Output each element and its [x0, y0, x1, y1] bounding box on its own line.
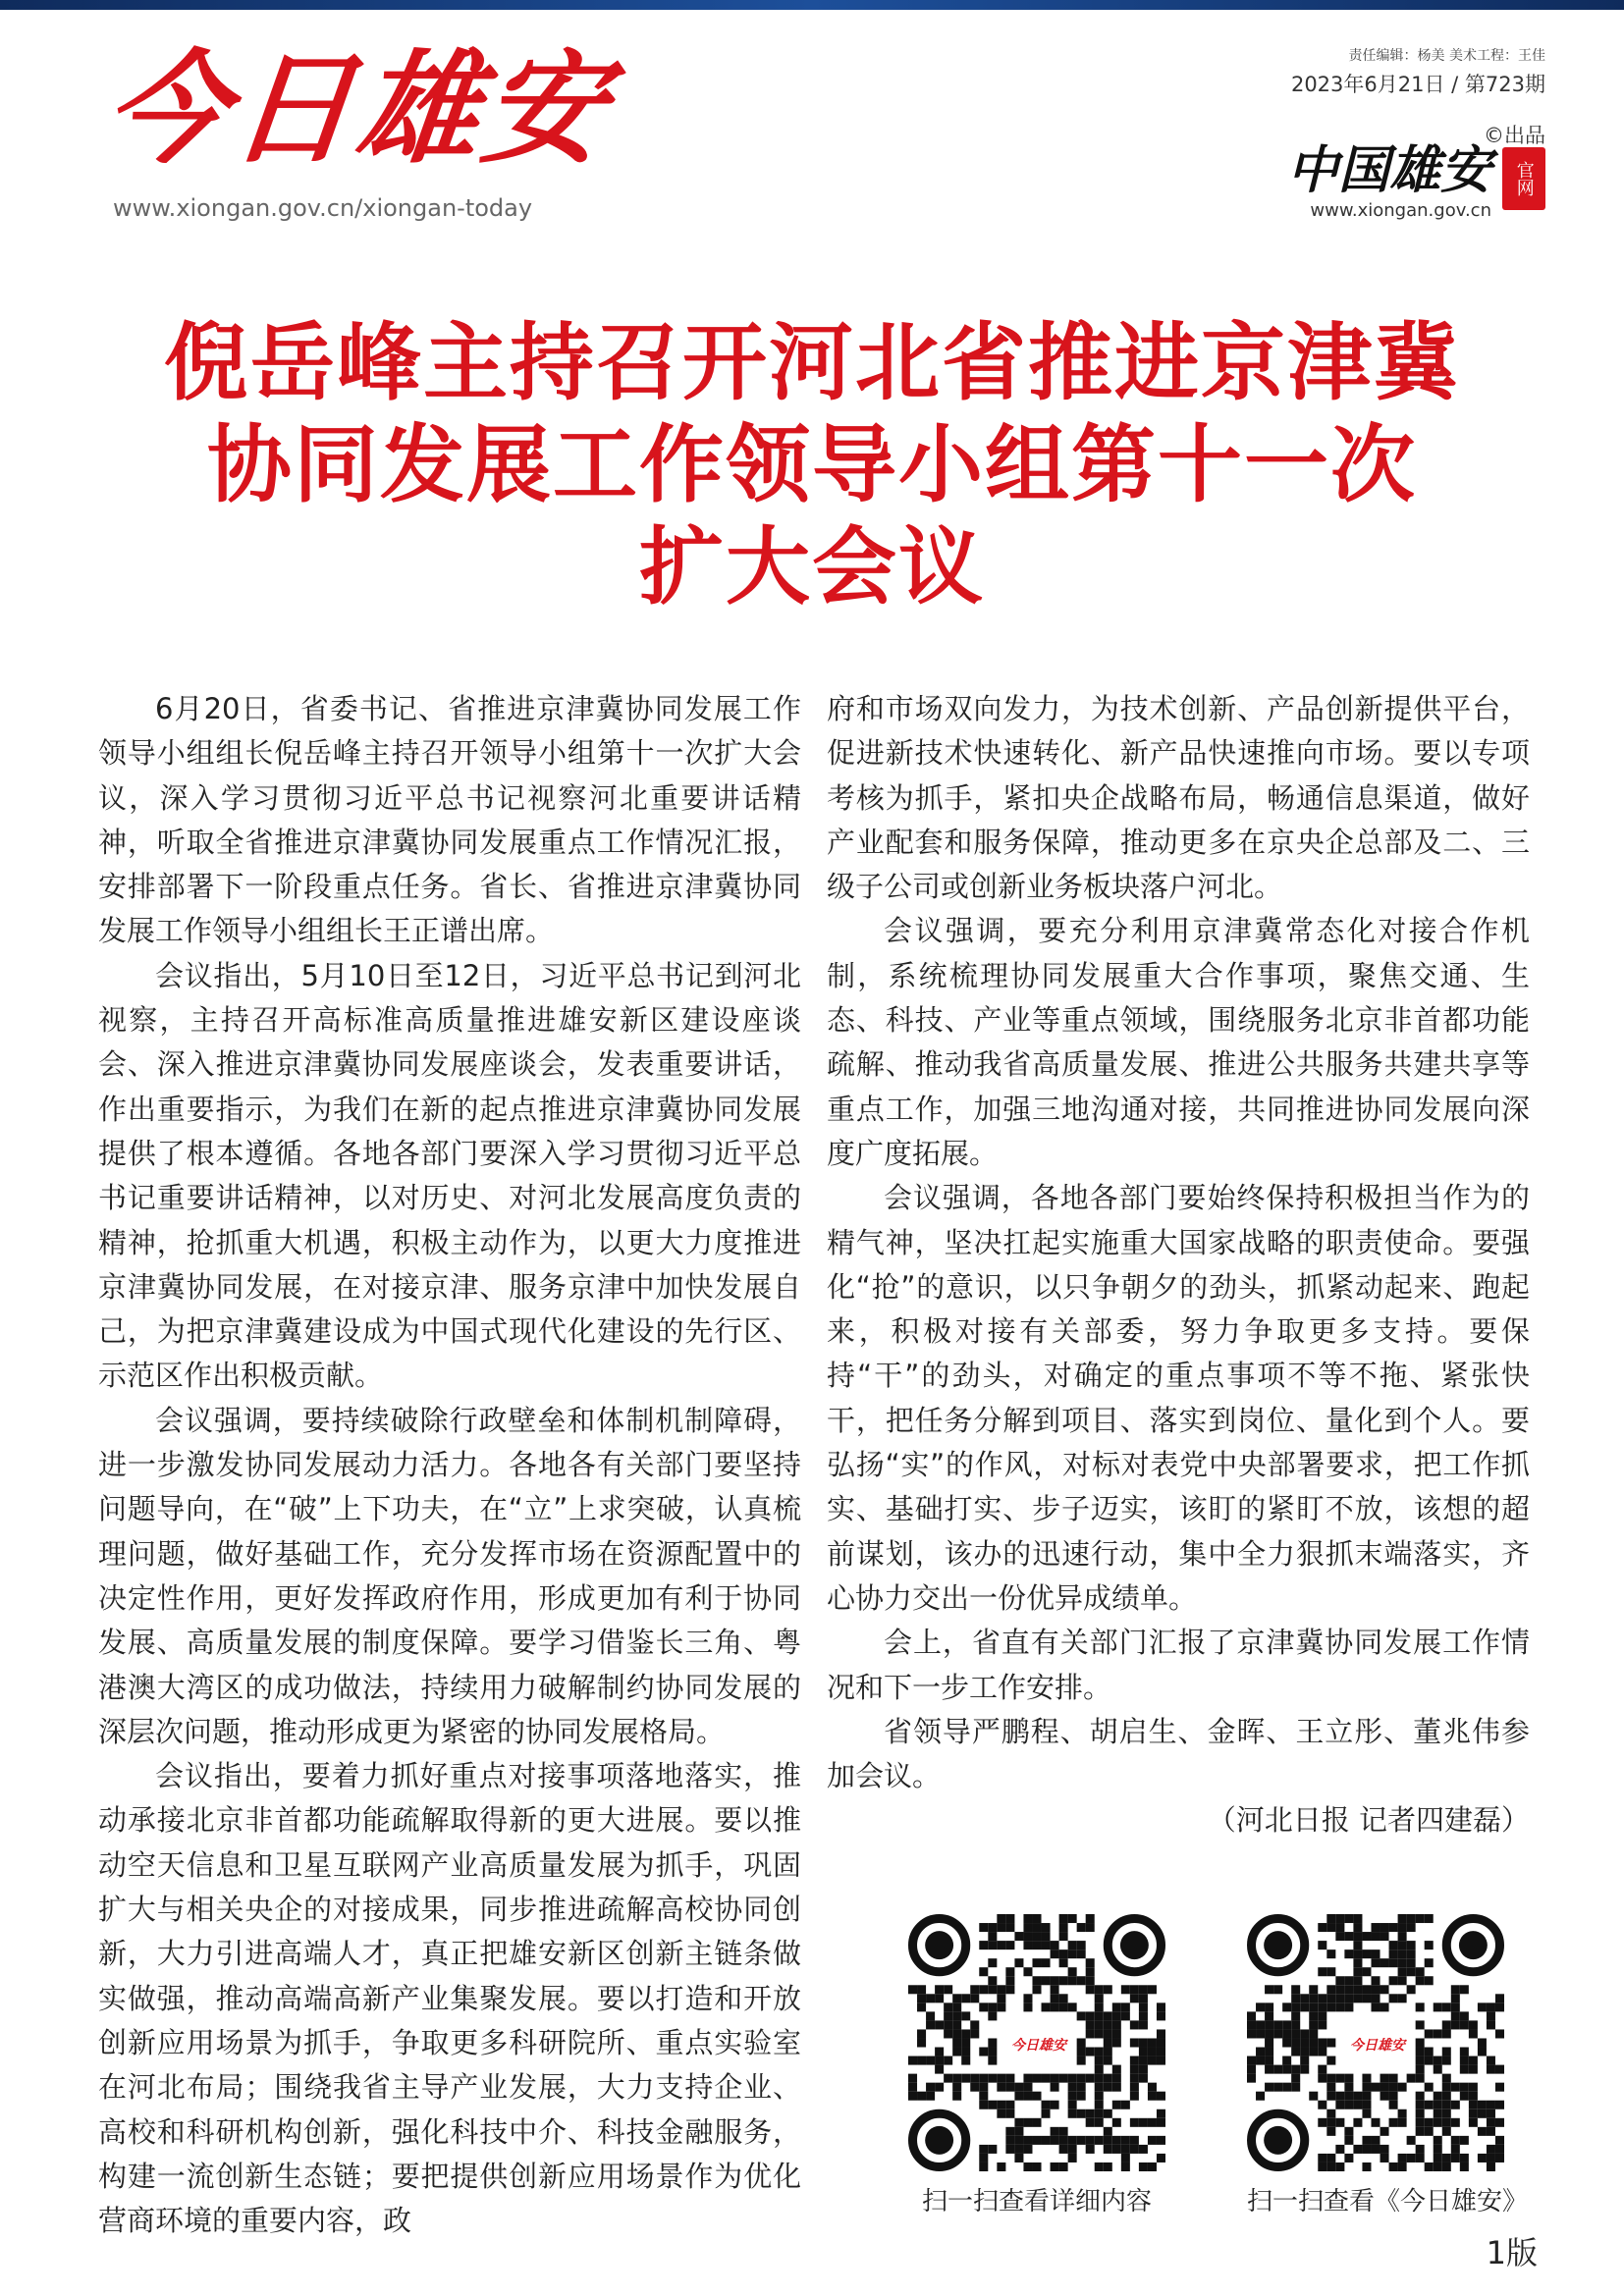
qr-code-icon[interactable] [1247, 1914, 1504, 2171]
qr-caption: 扫一扫查看详细内容 [921, 2187, 1152, 2216]
top-color-bar [0, 0, 1624, 10]
article-paragraph-continued: 府和市场双向发力，为技术创新、产品创新提供平台，促进新技术快速转化、新产品快速推向市场。要以专项考核为抓手，紧扣央企战略布局，畅通信息渠道，做好产业配套和服务保障，推动更多在京央企总部及二、三级子公司或创新业务板块落户河北。 [827, 692, 1530, 904]
article-paragraph: 会议指出，要着力抓好重点对接事项落地落实，推动承接北京非首都功能疏解取得新的更大进展。要以推动空天信息和卫星互联网产业高质量发展为抓手，巩固扩大与相关央企的对接成果，同步推进疏解高校协同创新，大力引进高端人才，真正把雄安新区创新主链条做实做强，推动高端高新产业集聚发展。要以打造和开放创新应用场景为抓手，争取更多科研院所、重点实验室在河北布局；围绕我省主导产业发展，大力支持企业、高校和科研机构创新，强化科技中介、科技金融服务，构建一流创新生态链；要把提供创新应用场景作为优化营商环境的重要内容，政 [98, 1759, 801, 2238]
qr-block-today[interactable] [1247, 1914, 1529, 2217]
qr-block-details[interactable] [908, 1914, 1165, 2217]
article-headline [79, 312, 1545, 618]
qr-caption: 扫一扫查看《今日雄安》 [1247, 2187, 1529, 2216]
page-number: 1版 [1486, 2234, 1538, 2271]
editor-credits: 责任编辑：杨美 美术工程：王佳 [1348, 48, 1545, 64]
qr-center-logo: 今日雄安 [1004, 2020, 1073, 2069]
article-column-left [98, 687, 801, 2243]
article-paragraph: 省领导严鹏程、胡启生、金晖、王立彤、董兆伟参加会议。 [827, 1714, 1530, 1793]
article-paragraph: 6月20日，省委书记、省推进京津冀协同发展工作领导小组组长倪岳峰主持召开领导小组第十一次扩大会议，深入学习贯彻习近平总书记视察河北重要讲话精神，听取全省推进京津冀协同发展重点工作情况汇报，安排部署下一阶段重点任务。省长、省推进京津冀协同发展工作领导小组组长王正谱出席。 [98, 692, 801, 948]
qr-code-icon[interactable] [908, 1914, 1165, 2171]
brand-url[interactable]: www.xiongan.gov.cn [1310, 200, 1491, 221]
qr-finder-icon [913, 1919, 966, 1972]
article-byline: （河北日报 记者四建磊） [1207, 1803, 1530, 1838]
article-paragraph: 会议强调，要充分利用京津冀常态化对接合作机制，系统梳理协同发展重大合作事项，聚焦交通、生态、科技、产业等重点领域，围绕服务北京非首都功能疏解、推动我省高质量发展、推进公共服务共建共享等重点工作，加强三地沟通对接，共同推进协同发展向深度广度拓展。 [827, 914, 1530, 1170]
headline-line-3: 扩大会议 [639, 517, 985, 616]
qr-finder-icon [913, 2113, 966, 2166]
brand-seal-text: 官网 [1513, 161, 1535, 196]
qr-finder-icon [1446, 1919, 1499, 1972]
qr-finder-icon [1252, 1919, 1305, 1972]
article-paragraph: 会议指出，5月10日至12日，习近平总书记到河北视察，主持召开高标准高质量推进雄安新区建设座谈会、深入推进京津冀协同发展座谈会，发表重要讲话，作出重要指示，为我们在新的起点推进京津冀协同发展提供了根本遵循。各地各部门要深入学习贯彻习近平总书记重要讲话精神，以对历史、对河北发展高度负责的精神，抢抓重大机遇，积极主动作为，以更大力度推进京津冀协同发展，在对接京津、服务京津中加快发展自己，为把京津冀建设成为中国式现代化建设的先行区、示范区作出积极贡献。 [98, 958, 801, 1393]
article-paragraph: 会议强调，要持续破除行政壁垒和体制机制障碍，进一步激发协同发展动力活力。各地各有关部门要坚持问题导向，在“破”上下功夫，在“立”上求突破，认真梳理问题，做好基础工作，充分发挥市场在资源配置中的决定性作用，更好发挥政府作用，形成更加有利于协同发展、高质量发展的制度保障。要学习借鉴长三角、粤港澳大湾区的成功做法，持续用力破解制约协同发展的深层次问题，推动形成更为紧密的协同发展格局。 [98, 1403, 801, 1748]
headline-line-1: 倪岳峰主持召开河北省推进京津冀 [164, 313, 1460, 412]
qr-finder-icon [1252, 2113, 1305, 2166]
article-column-right [827, 687, 1530, 1843]
masthead-logo[interactable]: 今日雄安 [98, 38, 617, 181]
qr-finder-icon [1108, 1919, 1161, 1972]
brand-seal-icon [1502, 147, 1545, 210]
issue-date-number: 2023年6月21日 / 第723期 [1290, 73, 1545, 96]
qr-center-logo: 今日雄安 [1343, 2020, 1412, 2069]
brand-logo[interactable]: 中国雄安 [1286, 140, 1491, 200]
article-paragraph: 会上，省直有关部门汇报了京津冀协同发展工作情况和下一步工作安排。 [827, 1626, 1530, 1704]
article-paragraph: 会议强调，各地各部门要始终保持积极担当作为的精气神，坚决扛起实施重大国家战略的职责使命。要强化“抢”的意识，以只争朝夕的劲头，抓紧动起来、跑起来，积极对接有关部委，努力争取更多支持。要保持“干”的劲头，对确定的重点事项不等不拖、紧张快干，把任务分解到项目、落实到岗位、量化到个人。要弘扬“实”的作风，对标对表党中央部署要求，把工作抓实、基础打实、步子迈实，该盯的紧盯不放，该想的超前谋划，该办的迅速行动，集中全力狠抓末端落实，齐心协力交出一份优异成绩单。 [827, 1181, 1530, 1615]
producer-label: ©出品 [1484, 124, 1545, 147]
masthead-site-url[interactable]: www.xiongan.gov.cn/xiongan-today [113, 194, 533, 222]
headline-line-2: 协同发展工作领导小组第十一次 [207, 415, 1417, 514]
